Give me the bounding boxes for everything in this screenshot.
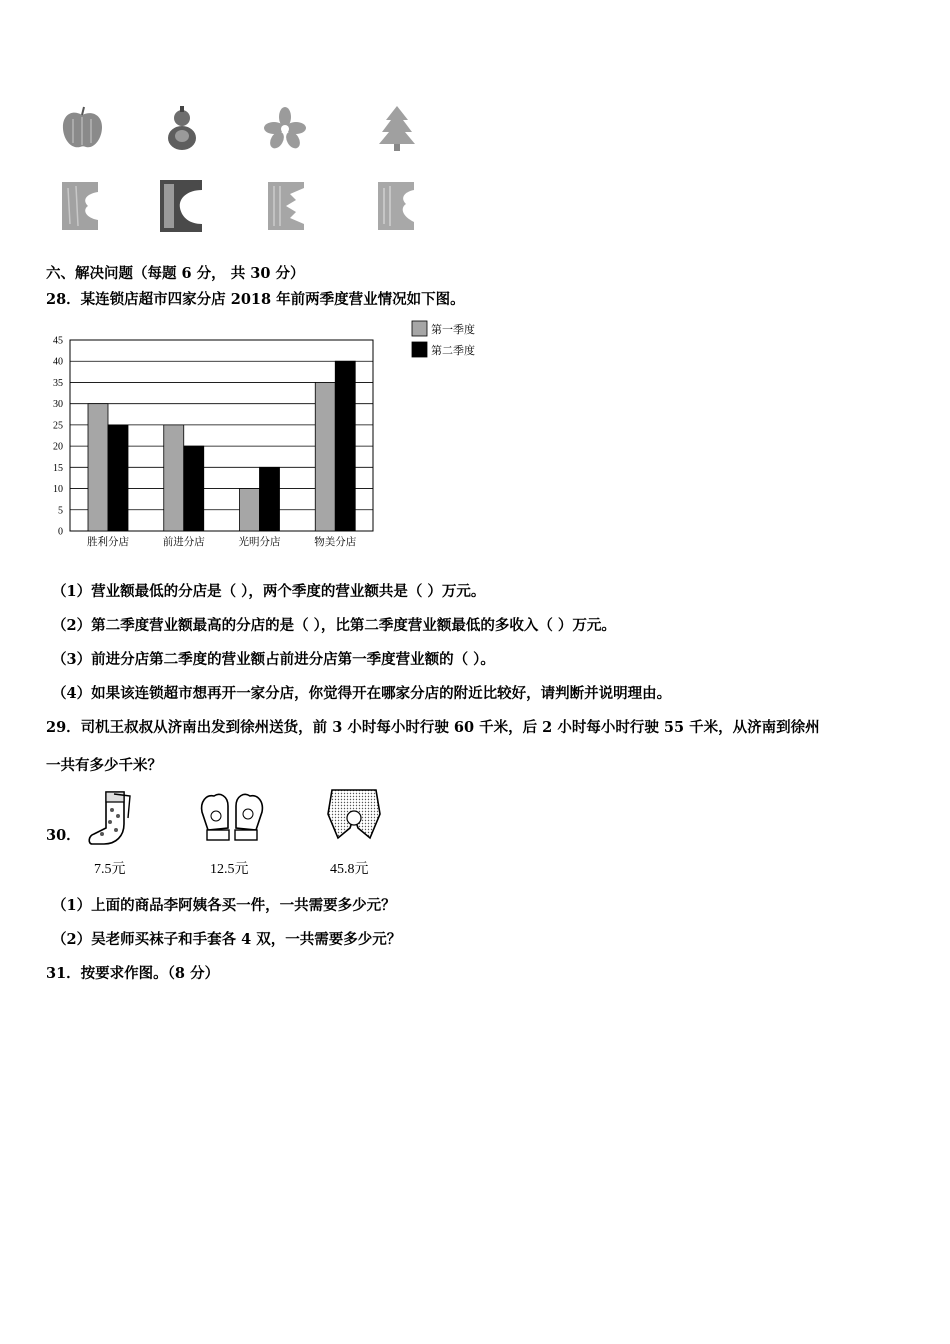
gourd-shape [160, 104, 204, 152]
q28-sub3: （3）前进分店第二季度的营业额占前进分店第一季度营业额的（ ）。 [52, 651, 495, 668]
x-tick-物美分店: 物美分店 [314, 537, 357, 548]
x-tick-前进分店: 前进分店 [162, 537, 205, 548]
bar-前进分店-第二季度 [184, 446, 204, 531]
legend-label-第一季度: 第一季度 [431, 324, 475, 336]
bar-光明分店-第一季度 [240, 489, 260, 531]
flower-shape [262, 106, 308, 150]
x-tick-胜利分店: 胜利分店 [87, 537, 129, 548]
q28-sub1: （1）营业额最低的分店是（ ），两个季度的营业额共是（ ）万元。 [52, 583, 486, 600]
bar-物美分店-第二季度 [335, 361, 355, 531]
cutout-shape-3 [266, 180, 306, 232]
bar-物美分店-第一季度 [315, 382, 335, 531]
q31-stem: 31．按要求作图。（8 分） [46, 965, 220, 982]
q30-sub1: （1）上面的商品李阿姨各买一件，一共需要多少元？ [52, 897, 396, 914]
chart-legend [412, 321, 475, 357]
y-tick-40: 40 [53, 356, 63, 368]
bar-胜利分店-第一季度 [88, 404, 108, 531]
legend-swatch-第一季度 [412, 321, 427, 336]
scarf-price: 45.8元 [330, 862, 369, 877]
gloves-icon [196, 790, 268, 846]
q30-sub2: （2）吴老师买袜子和手套各 4 双，一共需要多少元？ [52, 931, 402, 948]
q30-number: 30． [46, 827, 81, 844]
cutout-shape-4 [376, 180, 416, 232]
bar-前进分店-第一季度 [164, 425, 184, 531]
tree-shape [374, 104, 420, 152]
legend-label-第二季度: 第二季度 [431, 345, 475, 357]
cutout-shape-2 [158, 178, 204, 234]
legend-swatch-第二季度 [412, 342, 427, 357]
y-tick-10: 10 [53, 484, 63, 496]
x-tick-光明分店: 光明分店 [238, 537, 281, 548]
bar-胜利分店-第二季度 [108, 425, 128, 531]
q28-sub4: （4）如果该连锁超市想再开一家分店，你觉得开在哪家分店的附近比较好，请判断并说明理由。 [52, 685, 672, 702]
y-tick-5: 5 [58, 505, 63, 517]
y-tick-20: 20 [53, 441, 63, 453]
y-tick-15: 15 [53, 462, 63, 474]
cutout-shape-1 [60, 180, 100, 232]
y-tick-30: 30 [53, 399, 63, 411]
chart-y-ticks [53, 336, 63, 538]
socks-icon [86, 788, 138, 848]
q29-line2: 一共有多少千米？ [46, 757, 162, 774]
bar-chart [38, 315, 498, 555]
apple-shape [58, 105, 106, 151]
y-tick-35: 35 [53, 377, 63, 389]
y-tick-45: 45 [53, 335, 63, 347]
socks-price: 7.5元 [94, 862, 126, 877]
section-six-title: 六、解决问题（每题 6 分， 共 30 分） [46, 265, 305, 282]
y-tick-0: 0 [58, 526, 63, 538]
q29-line1: 29．司机王叔叔从济南出发到徐州送货，前 3 小时每小时行驶 60 千米，后 2 小时每小时行驶 55 千米，从济南到徐州 [46, 719, 820, 736]
chart-x-ticks [87, 535, 357, 548]
bar-光明分店-第二季度 [260, 467, 280, 531]
scarf-icon [322, 786, 386, 844]
y-tick-25: 25 [53, 420, 63, 432]
q28-stem: 28．某连锁店超市四家分店 2018 年前两季度营业情况如下图。 [46, 291, 465, 308]
q28-sub2: （2）第二季度营业额最高的分店的是（ ），比第二季度营业额最低的多收入（ ）万元。 [52, 617, 616, 634]
gloves-price: 12.5元 [210, 862, 249, 877]
